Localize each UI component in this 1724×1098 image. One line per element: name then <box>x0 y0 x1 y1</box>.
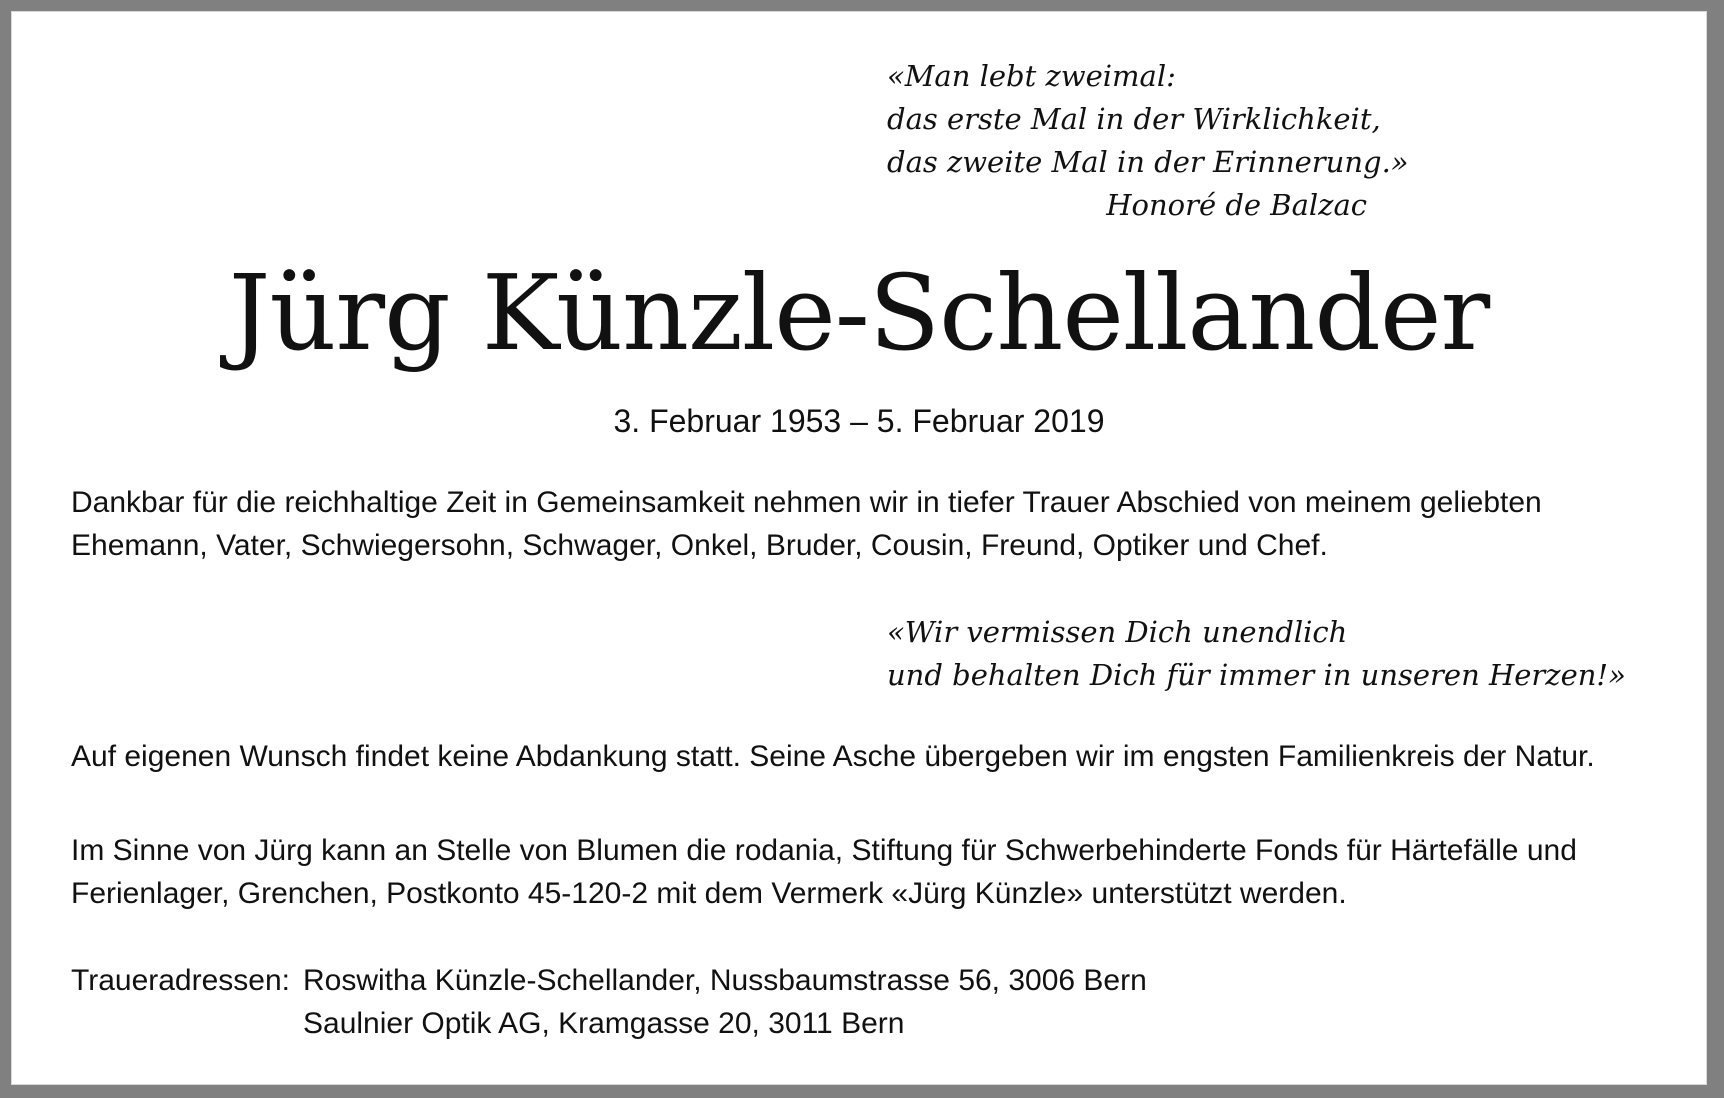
ceremony-paragraph: Auf eigenen Wunsch findet keine Abdankung statt. Seine Asche übergeben wir im engsten Familienkreis der Natur. <box>71 740 1595 773</box>
epigraph-line: das erste Mal in der Wirklichkeit, <box>887 102 1381 136</box>
epigraph-line: das zweite Mal in der Erinnerung.» <box>887 145 1409 179</box>
farewell-paragraph: Dankbar für die reichhaltige Zeit in Gemeinsamkeit nehmen wir in tiefer Trauer Abschied von meinem geliebten Ehemann, Vater, Schwiegersohn, Schwager, Onkel, Bruder, Cousin, Freund, Optiker und Chef. <box>71 486 1542 562</box>
address-row <box>71 959 1471 1002</box>
family-quote-line: und behalten Dich für immer in unseren Herzen!» <box>887 658 1626 692</box>
family-quote <box>887 611 1626 697</box>
address-row <box>71 1002 1471 1045</box>
obituary-page <box>11 11 1707 1085</box>
address-line: Saulnier Optik AG, Kramgasse 20, 3011 Bern <box>303 1007 905 1040</box>
donation-paragraph: Im Sinne von Jürg kann an Stelle von Blumen die rodania, Stiftung für Schwerbehinderte Fonds für Härtefälle und Ferienlager, Grenchen, Postkonto 45-120-2 mit dem Vermerk «Jürg Künzle» unterstützt werden. <box>71 834 1577 910</box>
epigraph-author: Honoré de Balzac <box>1106 188 1367 222</box>
address-line: Roswitha Künzle-Schellander, Nussbaumstrasse 56, 3006 Bern <box>303 964 1147 997</box>
epigraph-line: «Man lebt zweimal: <box>887 59 1176 93</box>
life-dates: 3. Februar 1953 – 5. Februar 2019 <box>613 403 1105 439</box>
epigraph-quote <box>887 55 1427 227</box>
mourning-addresses <box>71 959 1471 1045</box>
addresses-label-spacer <box>71 1002 303 1045</box>
deceased-name: Jürg Künzle-Schellander <box>228 252 1490 374</box>
family-quote-line: «Wir vermissen Dich unendlich <box>887 615 1348 649</box>
addresses-label: Traueradressen: <box>71 964 290 997</box>
